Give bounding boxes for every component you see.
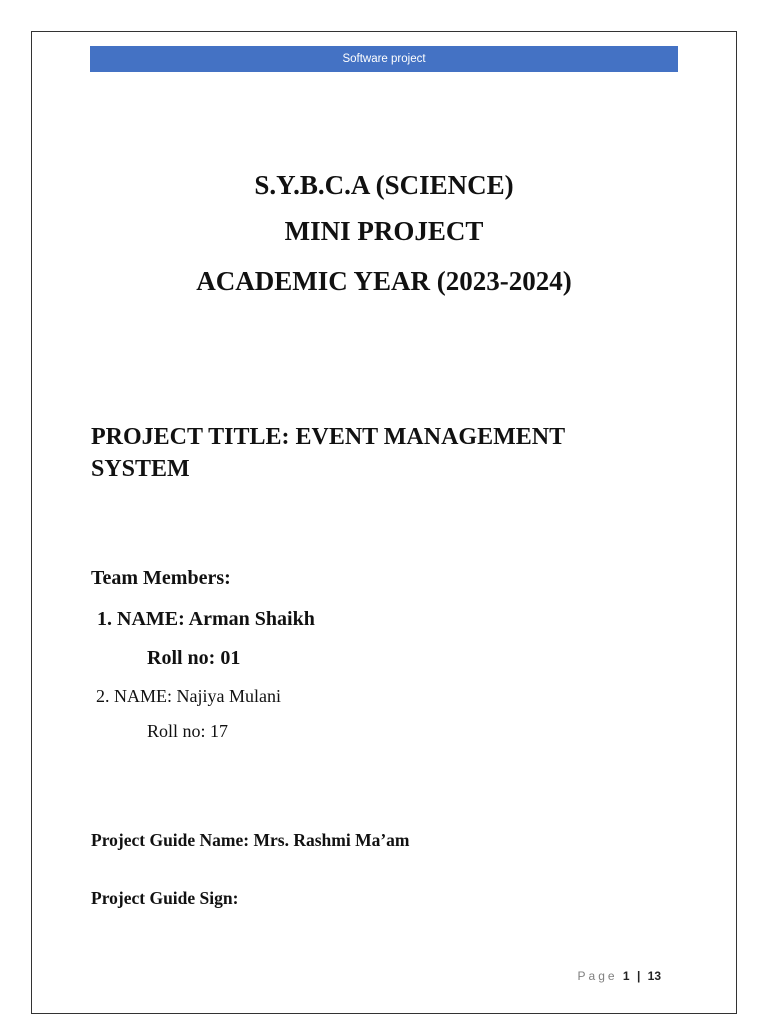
header-text: Software project: [342, 53, 426, 65]
member-2-name: 2. NAME: Najiya Mulani: [96, 686, 281, 706]
page-footer: [578, 969, 661, 983]
title-line-1: S.Y.B.C.A (SCIENCE): [254, 170, 514, 200]
project-guide-sign: Project Guide Sign:: [91, 888, 239, 908]
document-header: [90, 46, 678, 72]
project-guide-name: Project Guide Name: Mrs. Rashmi Ma’am: [91, 830, 410, 850]
member-1-roll: Roll no: 01: [147, 647, 241, 669]
project-title: PROJECT TITLE: EVENT MANAGEMENT SYSTEM: [91, 424, 565, 482]
member-2-roll: Roll no: 17: [147, 721, 229, 741]
page-separator: |: [636, 969, 641, 983]
member-1-name: 1. NAME: Arman Shaikh: [97, 608, 315, 630]
page-number: 1: [622, 969, 630, 983]
title-line-3: ACADEMIC YEAR (2023-2024): [196, 266, 572, 296]
title-line-2: MINI PROJECT: [284, 216, 484, 246]
total-pages: 13: [647, 969, 661, 983]
team-members-heading: Team Members:: [91, 567, 231, 589]
page-label: Page: [577, 969, 618, 983]
